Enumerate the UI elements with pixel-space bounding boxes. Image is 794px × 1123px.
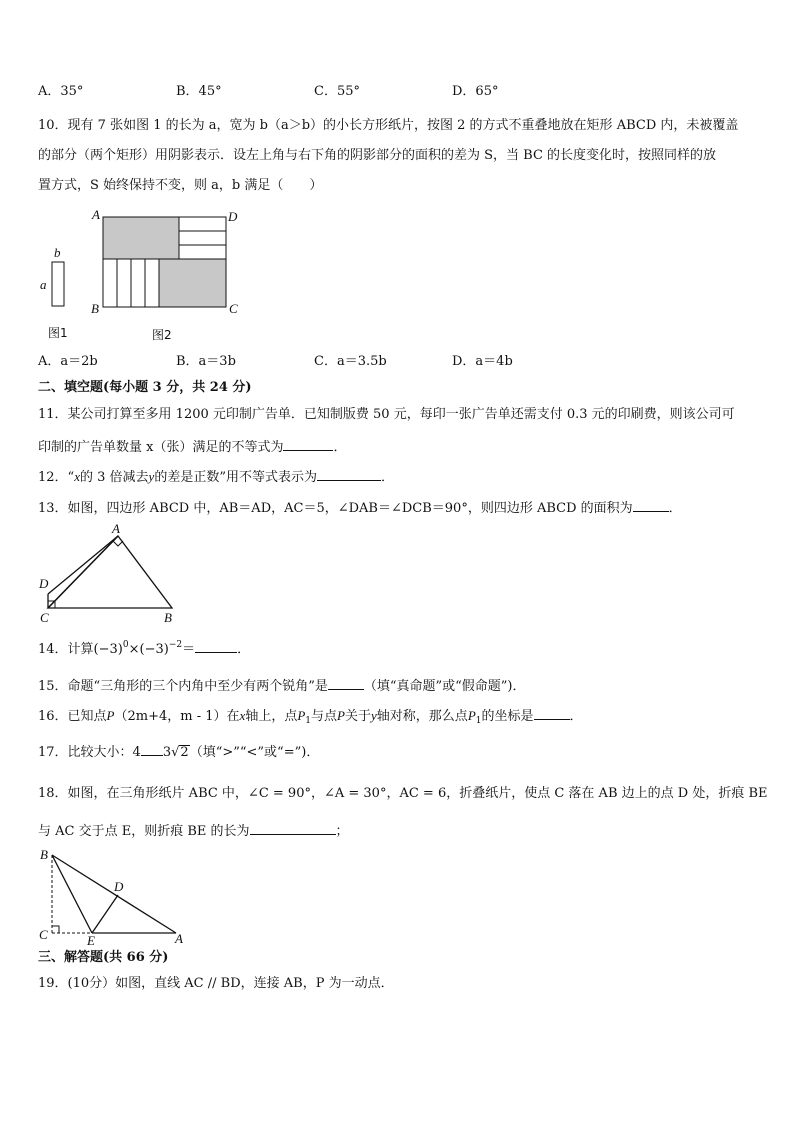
q11-text: 印制的广告单数量 x（张）满足的不等式为: [38, 440, 284, 455]
q13-label-d: D: [39, 576, 49, 591]
fig2-caption: 图2: [152, 328, 172, 342]
q13-text: 13．如图，四边形 ABCD 中，AB＝AD，AC＝5，∠DAB＝∠DCB＝90°，则四边形 ABCD 的面积为: [38, 501, 633, 516]
fig2-label-d: D: [228, 209, 238, 224]
fig2-shaded-top-left: [103, 217, 179, 259]
q15-answer-blank[interactable]: [328, 675, 364, 690]
q13-figure: [36, 522, 186, 626]
q9-option-b: B．45°: [176, 84, 222, 99]
q16-line: 16．已知点P（2m+4，m - 1）在x轴上，点$P_1$与点P关于y轴对称，那么点$P_1$的坐标是 ．: [38, 705, 583, 727]
q12-answer-blank[interactable]: [317, 466, 381, 481]
fig1-small-rectangle: [52, 262, 64, 306]
q13-label-a: A: [112, 522, 120, 536]
q17-line: 17．比较大小：4 3√2（填“>”“<”或“=”)．: [38, 741, 319, 763]
q13-line: 13．如图，四边形 ABCD 中，AB＝AD，AC＝5，∠DAB＝∠DCB＝90°，则四边形 ABCD 的面积为 ．: [38, 497, 682, 519]
q10-line-3: 置方式，S 始终保持不变，则 a，b 满足（ ）: [38, 178, 323, 193]
fig2-label-c: C: [229, 301, 238, 316]
fig1-caption: 图1: [48, 326, 68, 340]
q14-answer-blank[interactable]: [195, 638, 237, 653]
q18-line-1: 18．如图，在三角形纸片 ABC 中，∠C = 90°，∠A = 30°，AC = 6，折叠纸片，使点 C 落在 AB 边上的点 D 处，折痕 BE: [38, 786, 768, 801]
section-3-title: 三、解答题(共 66 分): [38, 950, 169, 965]
fig2-label-a: A: [92, 207, 100, 222]
q17-answer-blank[interactable]: [141, 741, 163, 756]
q11-line-1: 11．某公司打算至多用 1200 元印制广告单．已知制版费 50 元，每印一张广告单还需支付 0.3 元的印刷费，则该公司可: [38, 407, 735, 422]
q13-label-b: B: [164, 610, 172, 625]
q10-option-c: C．a＝3.5b: [314, 354, 387, 369]
q10-line-2: 的部分（两个矩形）用阴影表示．设左上角与右下角的阴影部分的面积的差为 S，当 BC 的长度变化时，按照同样的放: [38, 148, 717, 163]
q12-line: 12．“x的 3 倍减去y的差是正数”用不等式表示为 ．: [38, 466, 394, 488]
q13-label-c: C: [40, 610, 49, 625]
q13-answer-blank[interactable]: [633, 497, 669, 512]
q18-label-e: E: [87, 933, 95, 947]
q18-label-b: B: [40, 847, 48, 862]
q11-answer-blank[interactable]: [283, 436, 333, 451]
q18-label-c: C: [39, 927, 48, 942]
fig1-label-b: b: [54, 245, 61, 260]
q9-option-a: A．35°: [38, 84, 84, 99]
q18-label-d: D: [114, 879, 124, 894]
q9-option-d: D．65°: [452, 84, 499, 99]
q11-line-2: 印制的广告单数量 x（张）满足的不等式为 ．: [38, 436, 346, 458]
q13-quadrilateral: [48, 536, 172, 608]
q18-line-2: 与 AC 交于点 E，则折痕 BE 的长为 ；: [38, 820, 349, 842]
q14-line: 14．计算$(-3)^0\times(-3)^{-2}=$ ．: [38, 640, 251, 657]
q16-answer-blank[interactable]: [534, 705, 570, 720]
q15-line: 15．命题“三角形的三个内角中至少有两个锐角”是 （填“真命题”或“假命题”)．: [38, 675, 526, 697]
q18-figure: [36, 845, 196, 947]
q10-option-b: B．a＝3b: [176, 354, 236, 369]
fig2-shaded-bottom-right: [159, 259, 226, 307]
fig2-label-b: B: [91, 301, 99, 316]
q18-label-a: A: [175, 931, 183, 946]
q10-option-d: D．a＝4b: [452, 354, 513, 369]
q9-option-c: C．55°: [314, 84, 360, 99]
q10-option-a: A．a＝2b: [38, 354, 98, 369]
q18-answer-blank[interactable]: [250, 820, 336, 835]
q10-figure: [36, 205, 266, 350]
fig1-label-a: a: [40, 277, 47, 292]
q19-line: 19．(10分）如图，直线 AC // BD，连接 AB，P 为一动点．: [38, 976, 394, 991]
section-2-title: 二、填空题(每小题 3 分，共 24 分): [38, 380, 252, 395]
q10-line-1: 10．现有 7 张如图 1 的长为 a，宽为 b（a＞b）的小长方形纸片，按图 2 的方式不重叠地放在矩形 ABCD 内，未被覆盖: [38, 118, 739, 133]
